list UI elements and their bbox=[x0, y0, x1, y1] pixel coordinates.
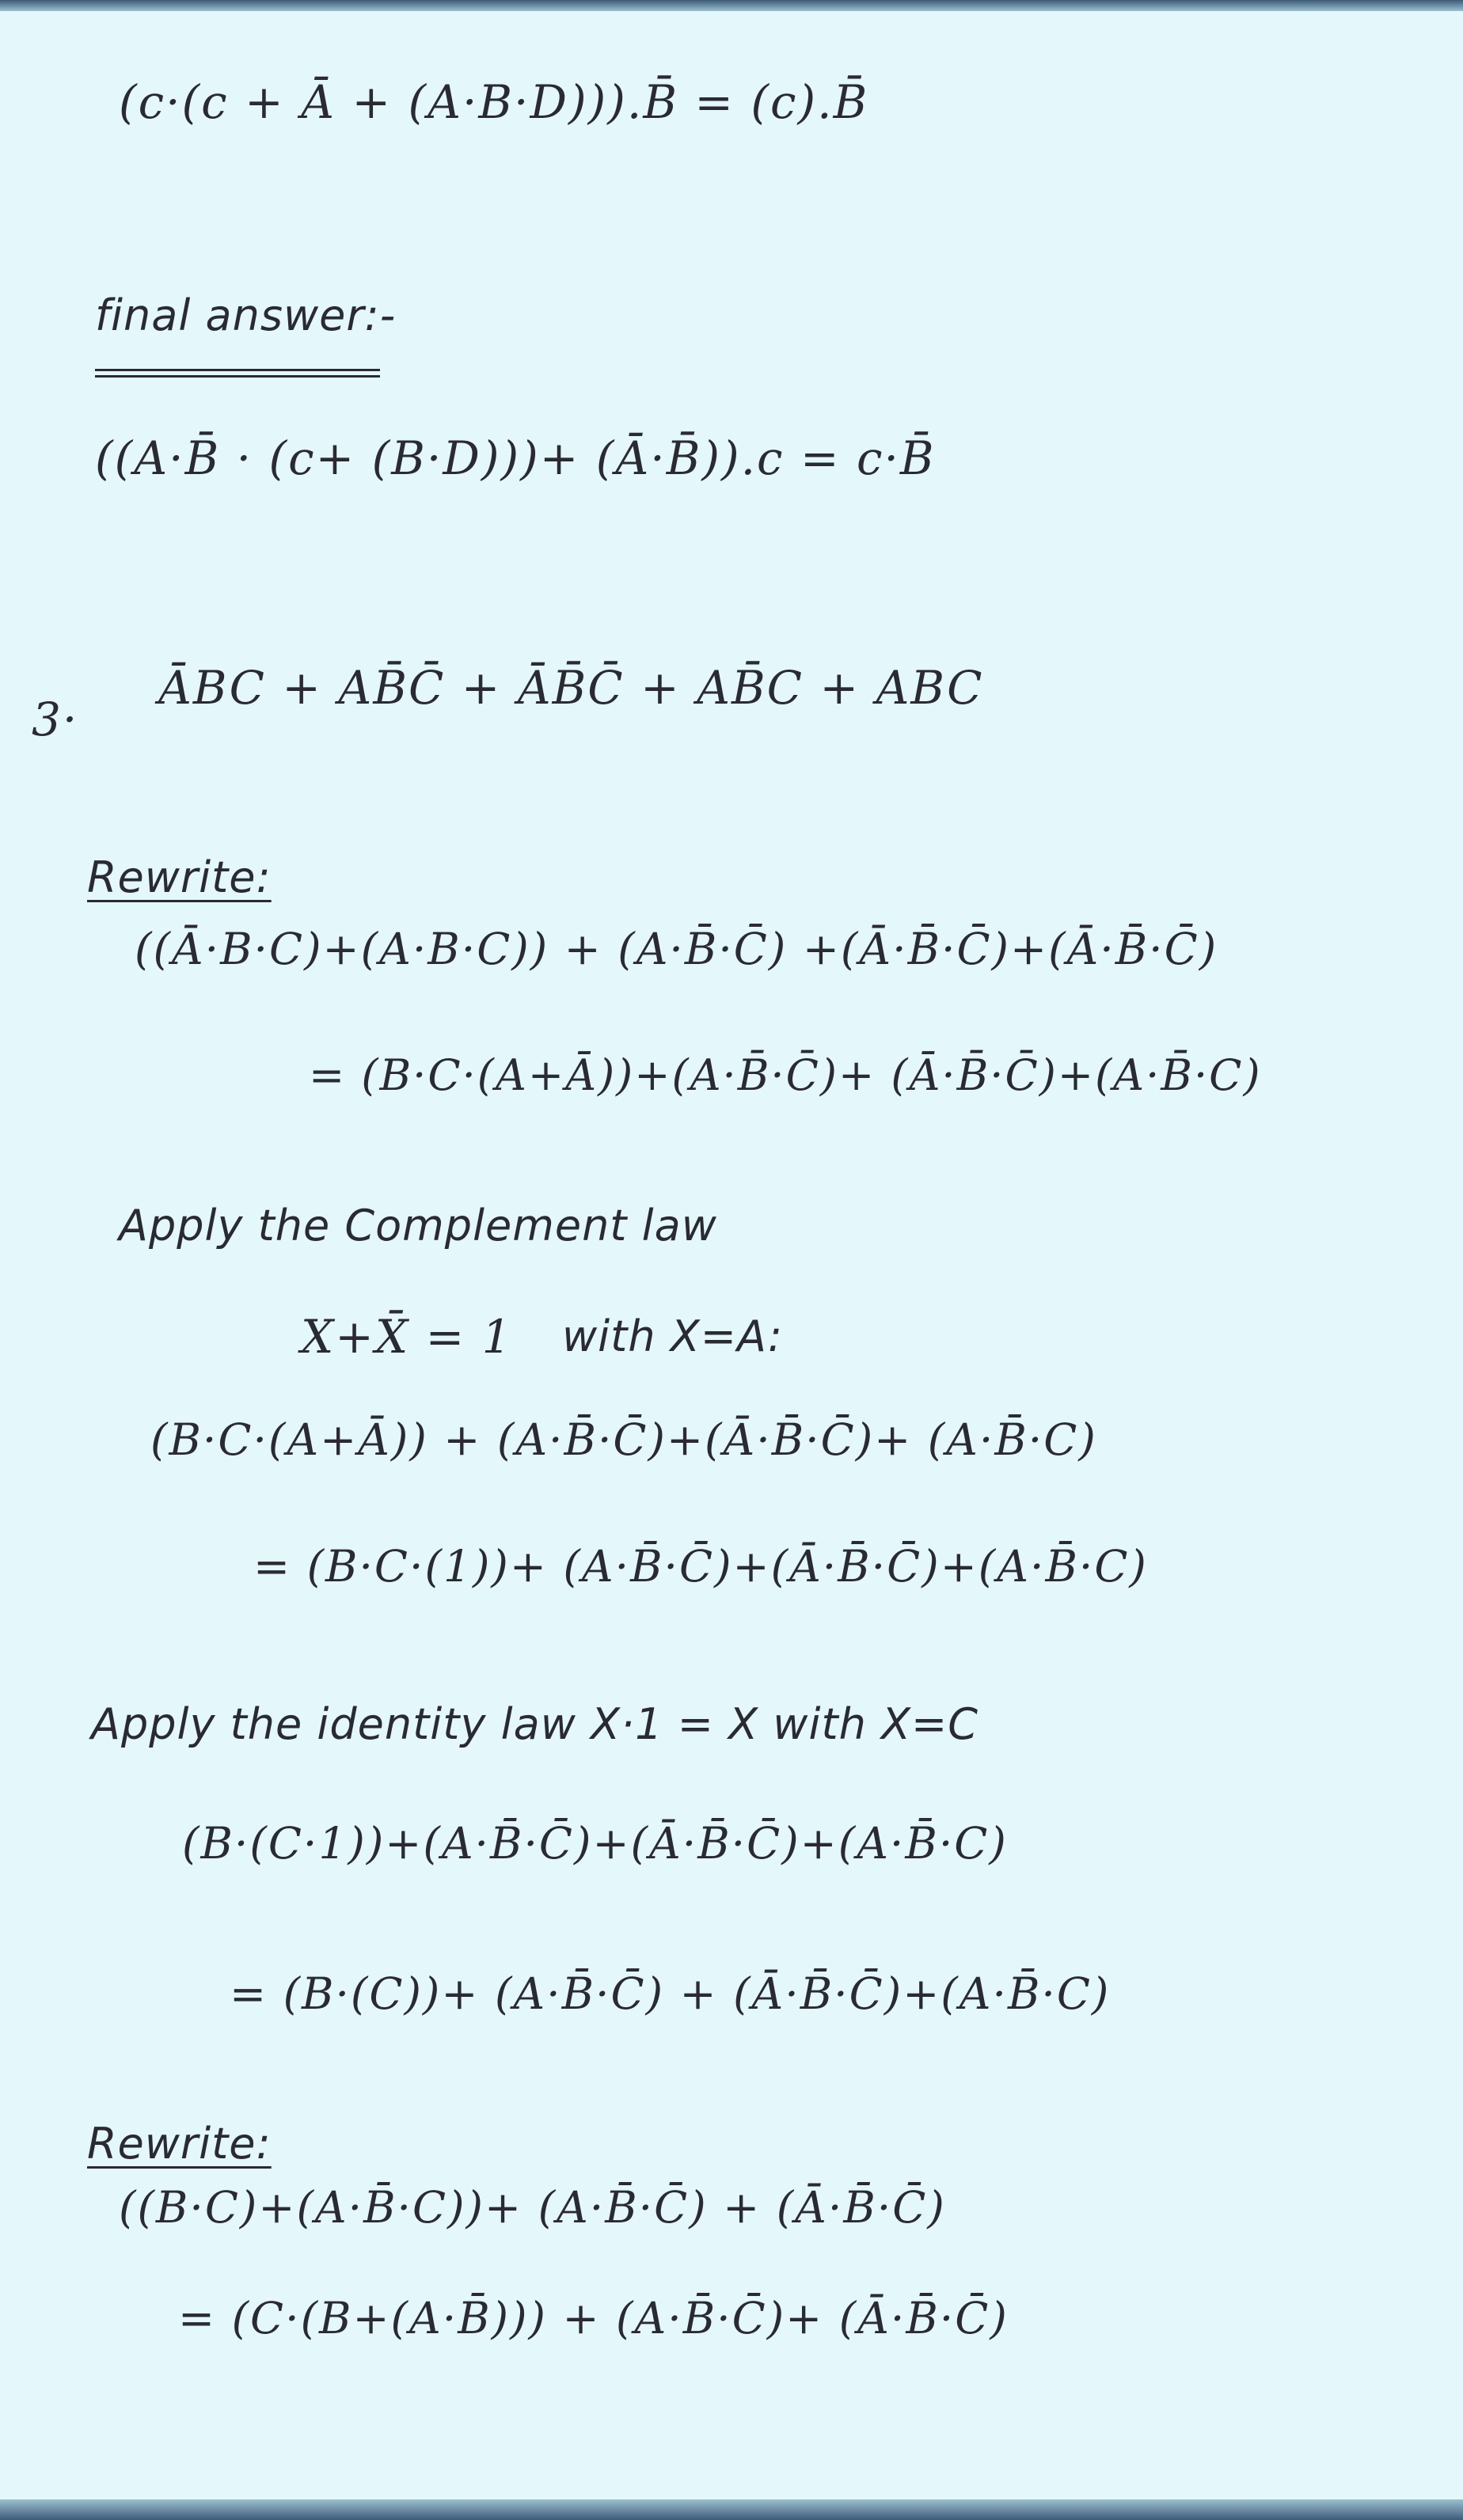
photo-edge-bottom bbox=[0, 2499, 1463, 2520]
equation-line-1: (c·(c + Ā + (A·B·D))).B̄ = (c).B̄ bbox=[119, 75, 869, 129]
equation-line-8: = (B·C·(1))+ (A·B̄·C̄)+(Ā·B̄·C̄)+(A·B̄·C) bbox=[253, 1541, 1148, 1592]
complement-law-substitution: with X=A: bbox=[562, 1311, 784, 1361]
equation-line-11: ((B·C)+(A·B̄·C))+ (A·B̄·C̄) + (Ā·B̄·C̄) bbox=[119, 2182, 946, 2233]
equation-line-4: ((Ā·B·C)+(A·B·C)) + (A·B̄·C̄) +(Ā·B̄·C̄)+(Ā·B̄·C̄) bbox=[135, 924, 1218, 974]
problem-expression: ĀBC + AB̄C̄ + ĀB̄C̄ + AB̄C + ABC bbox=[158, 661, 984, 715]
photo-edge-top bbox=[0, 0, 1463, 11]
equation-line-10: = (B·(C))+ (A·B̄·C̄) + (Ā·B̄·C̄)+(A·B̄·C) bbox=[230, 1968, 1111, 2019]
final-answer-equation: ((A·B̄ · (c+ (B·D)))+ (Ā·B̄)).c = c·B̄ bbox=[95, 431, 936, 485]
final-answer-heading: final answer:- bbox=[95, 290, 397, 340]
apply-identity-law: Apply the identity law X·1 = X with X=C bbox=[91, 1699, 978, 1749]
rewrite-label-1: Rewrite: bbox=[87, 852, 272, 902]
equation-line-9: (B·(C·1))+(A·B̄·C̄)+(Ā·B̄·C̄)+(A·B̄·C) bbox=[182, 1818, 1008, 1869]
equation-line-7: (B·C·(A+Ā)) + (A·B̄·C̄)+(Ā·B̄·C̄)+ (A·B̄·C) bbox=[150, 1414, 1097, 1465]
apply-complement-law: Apply the Complement law bbox=[119, 1201, 717, 1251]
rewrite-label-2: Rewrite: bbox=[87, 2119, 272, 2169]
equation-line-5: = (B·C·(A+Ā))+(A·B̄·C̄)+ (Ā·B̄·C̄)+(A·B̄·C) bbox=[309, 1050, 1262, 1100]
equation-line-12: = (C·(B+(A·B̄))) + (A·B̄·C̄)+ (Ā·B̄·C̄) bbox=[178, 2293, 1009, 2344]
complement-law-formula: X+X̄ = 1 bbox=[301, 1310, 513, 1364]
handwritten-page bbox=[0, 11, 1463, 2499]
problem-number: 3· bbox=[32, 693, 79, 746]
heading-double-underline bbox=[95, 369, 380, 378]
